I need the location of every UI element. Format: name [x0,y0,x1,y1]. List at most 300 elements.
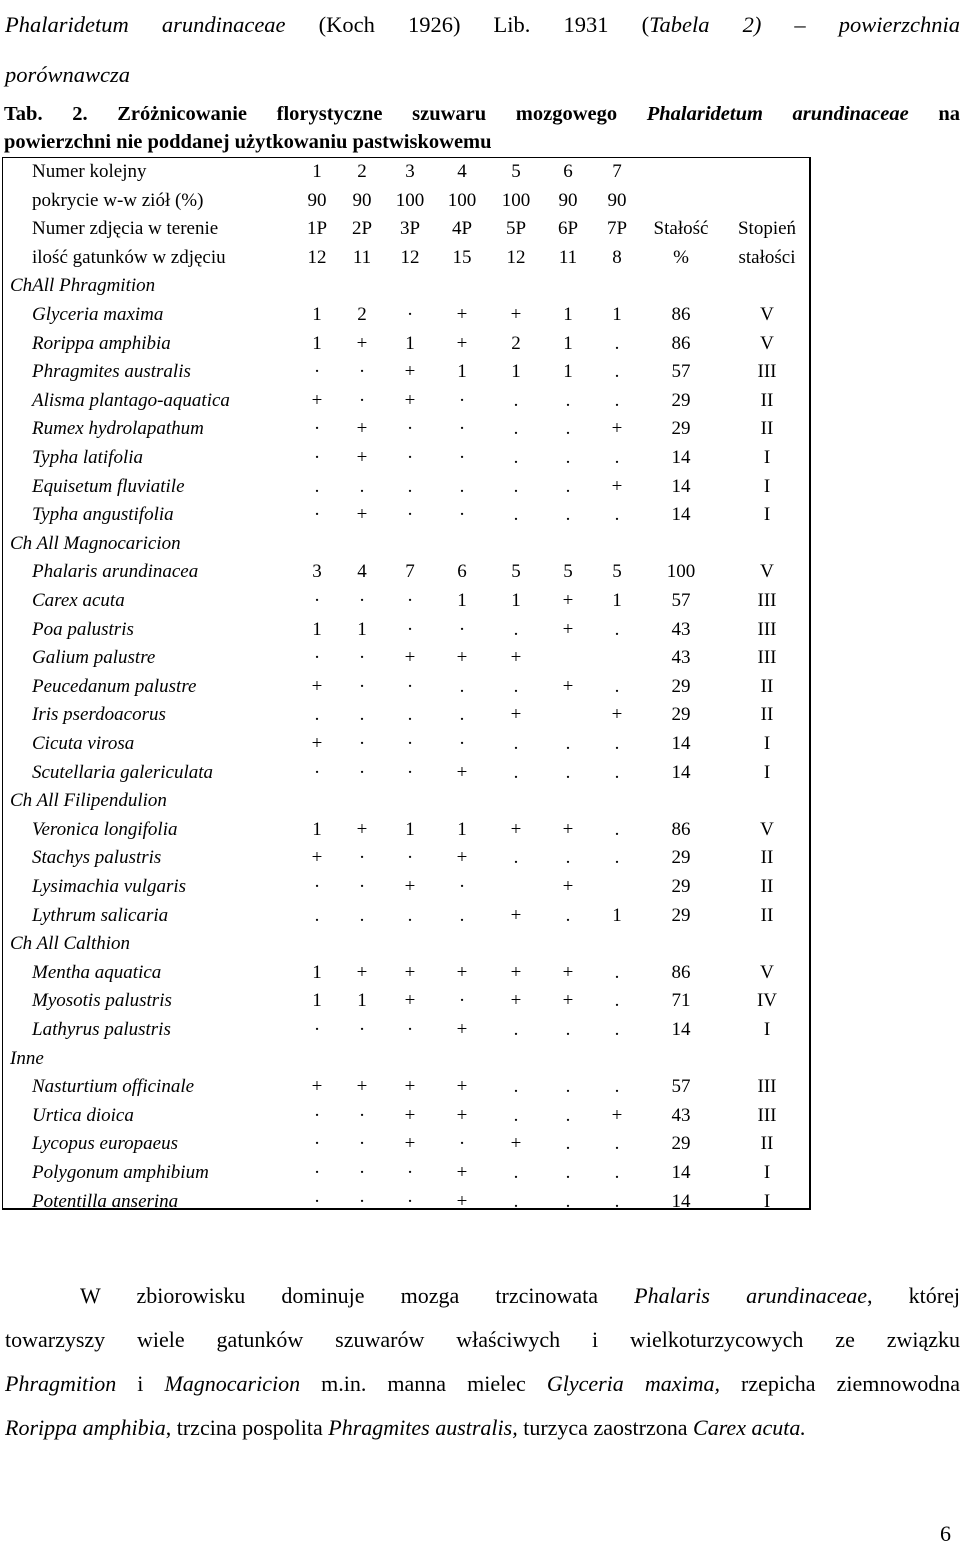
releve-cell-1: . [314,904,320,926]
releve-cell-4: 1 [457,818,467,840]
releve-cell-1: · [313,647,321,669]
releve-cell-2: · [358,1190,366,1212]
releve-cell-3: · [406,618,414,640]
releve-cell-5: 2 [511,332,521,354]
species-row [3,558,809,586]
releve-cell-1: 12 [307,246,327,268]
releve-cell-3: + [404,961,416,983]
releve-cell-1: + [311,389,323,411]
releve-cell-7: . [614,1133,620,1155]
header-row-label: Numer zdjęcia w terenie [32,218,219,240]
releve-cell-6: . [565,847,571,869]
releve-cell-2: 2 [357,304,367,325]
releve-cell-6: . [565,1162,571,1183]
releve-cell-1: 1 [312,818,322,840]
releve-cell-3: . [407,904,413,926]
releve-cell-7: + [611,418,623,440]
releve-cell-6: + [562,961,574,983]
releve-cell-5: . [513,761,519,783]
releve-cell-5: . [513,504,519,526]
species-row-label: Stachys palustris [32,847,162,869]
releve-cell-3: + [404,647,416,669]
releve-cell-2: + [356,332,368,354]
releve-cell-5: 5P [505,218,527,240]
releve-cell-6: . [565,761,571,783]
species-row [3,501,809,529]
releve-cell-4: 6 [457,561,467,583]
species-row-label: Poa palustris [32,618,134,640]
releve-cell-6: . [565,1133,571,1155]
releve-cell-2: · [358,647,366,669]
releve-cell-4: . [459,675,465,697]
species-row-label: Urtica dioica [32,1104,134,1126]
constancy-degree-cell: stałości [738,246,796,268]
releve-cell-3: 12 [400,246,420,268]
releve-cell-3: · [406,304,414,325]
species-row [3,902,809,930]
species-row-label: Lathyrus palustris [32,1019,171,1040]
releve-cell-7: 8 [612,246,622,268]
releve-cell-7: 5 [612,561,622,583]
species-row [3,644,809,672]
releve-cell-3: · [406,847,414,869]
releve-cell-2: + [356,818,368,840]
species-row [3,1188,809,1216]
constancy-degree-cell: II [760,1133,774,1155]
header-row [3,244,809,272]
releve-cell-4: · [458,876,466,897]
species-name-text: Phragmites australis, [328,1415,518,1440]
table-caption [4,100,960,156]
constancy-percent-cell: 57 [671,361,691,383]
constancy-percent-cell: 14 [671,1190,691,1212]
releve-cell-7: . [614,675,620,697]
releve-cell-4: · [458,733,466,754]
releve-cell-6: 6 [563,161,573,182]
releve-cell-3: 1 [405,332,415,354]
releve-cell-3: · [406,1190,414,1212]
species-row [3,873,809,901]
constancy-degree-cell: V [760,304,774,325]
constancy-degree-cell: Stopień [737,218,797,240]
releve-cell-4: · [458,618,466,640]
releve-cell-6: . [565,1076,571,1098]
releve-cell-3: + [404,361,416,383]
species-row-label: Phalaris arundinacea [32,561,199,583]
species-row [3,616,809,644]
releve-cell-7: 1 [612,904,622,926]
releve-cell-4: · [458,418,466,440]
species-row [3,959,809,987]
releve-cell-6: . [565,475,571,497]
species-row [3,1130,809,1158]
constancy-percent-cell: 71 [671,990,691,1012]
species-row-label: Carex acuta [32,590,125,611]
releve-cell-6: . [565,904,571,926]
constancy-degree-cell: II [760,876,774,897]
releve-cell-1: 1 [312,304,322,325]
releve-cell-3: + [404,990,416,1012]
constancy-degree-cell: I [763,475,771,497]
releve-cell-5: 1 [511,590,521,611]
releve-cell-4: + [456,1019,468,1040]
releve-cell-3: · [406,675,414,697]
header-row-label: Numer kolejny [32,161,147,182]
releve-cell-4: 100 [447,189,477,211]
species-name-text: Glyceria maxima, [546,1371,720,1396]
constancy-percent-cell: 57 [671,590,691,611]
releve-cell-7: . [614,361,620,383]
releve-cell-6: . [565,1019,571,1040]
releve-cell-6: 1 [563,304,573,325]
releve-cell-4: · [458,1133,466,1155]
releve-cell-4: + [456,304,468,325]
releve-cell-6: 11 [558,246,578,268]
releve-cell-2: + [356,447,368,468]
releve-cell-1: + [311,1076,323,1098]
constancy-percent-cell: 29 [671,704,691,726]
releve-cell-5: + [510,647,522,669]
releve-cell-7: . [614,447,620,468]
species-row [3,1102,809,1130]
releve-cell-5: 12 [506,246,526,268]
group-name: ChAll Phragmition [10,275,156,297]
constancy-percent-cell: 29 [671,847,691,869]
releve-cell-2: · [358,847,366,869]
releve-cell-4: + [456,1076,468,1098]
releve-cell-4: . [459,904,465,926]
paragraph-text: towarzyszy wiele gatunków szuwarów właściwych i wielkoturzycowych ze związku [5,1327,960,1352]
species-name-text: Phragmition [5,1371,117,1396]
releve-cell-4: + [456,1104,468,1126]
releve-cell-4: 4 [457,161,467,182]
releve-cell-1: + [311,675,323,697]
releve-cell-6: + [562,618,574,640]
releve-cell-4: · [458,504,466,526]
constancy-degree-cell: I [763,733,771,754]
releve-cell-1: + [311,733,323,754]
species-row-label: Nasturtium officinale [32,1076,195,1098]
header-row-label: pokrycie w-w ziół (%) [32,189,204,211]
releve-cell-7: . [614,618,620,640]
releve-cell-5: + [510,1133,522,1155]
releve-cell-7: 1 [612,590,622,611]
header-row-label: ilość gatunków w zdjęciu [32,246,226,268]
releve-cell-3: . [407,704,413,726]
header-row [3,215,809,243]
heading-authors: (Koch 1926) Lib. 1931 ( [318,12,650,37]
releve-cell-7: 1 [612,304,622,325]
releve-cell-2: · [358,361,366,383]
releve-cell-5: + [510,904,522,926]
constancy-degree-cell: I [763,504,771,526]
releve-cell-5: . [513,1162,519,1183]
species-row-label: Polygonum amphibium [32,1162,209,1183]
releve-cell-1: . [314,704,320,726]
releve-cell-4: + [456,761,468,783]
heading-line-1 [5,0,960,50]
constancy-degree-cell: V [760,818,774,840]
constancy-percent-cell: 29 [671,418,691,440]
releve-cell-6: + [562,590,574,611]
group-name: Ch All Filipendulion [10,790,167,812]
species-row [3,444,809,472]
table-caption-line-1: Tab. 2. Zróżnicowanie florystyczne szuwaru mozgowego Phalaridetum arundinaceae na [4,103,960,125]
species-row-label: Lycopus europaeus [32,1133,178,1155]
releve-cell-1: 1 [312,332,322,354]
floristic-table [2,157,811,1210]
releve-cell-1: + [311,847,323,869]
releve-cell-3: · [406,590,414,611]
releve-cell-5: 100 [501,189,531,211]
releve-cell-7: 7P [606,218,628,240]
releve-cell-1: 1 [312,618,322,640]
constancy-degree-cell: II [760,675,774,697]
species-row [3,844,809,872]
species-row [3,1073,809,1101]
releve-cell-5: . [513,475,519,497]
releve-cell-7: . [614,1019,620,1040]
constancy-percent-cell: 14 [671,761,691,783]
releve-cell-3: 3P [399,218,421,240]
releve-cell-2: . [359,704,365,726]
releve-cell-3: + [404,1133,416,1155]
releve-cell-1: · [313,1104,321,1126]
constancy-degree-cell: III [757,647,777,669]
releve-cell-3: · [406,733,414,754]
releve-cell-7: . [614,961,620,983]
species-row-label: Rorippa amphibia [32,332,171,354]
species-row-label: Cicuta virosa [32,733,135,754]
constancy-degree-cell: III [757,1104,777,1126]
species-row-label: Peucedanum palustre [32,675,197,697]
constancy-percent-cell: 14 [671,475,691,497]
releve-cell-1: · [313,361,321,383]
species-row-label: Phragmites australis [32,361,191,383]
releve-cell-5: . [513,1104,519,1126]
constancy-degree-cell: I [763,1019,771,1040]
heading-dash: – [794,12,806,37]
releve-cell-2: 2 [357,161,367,182]
releve-cell-2: + [356,961,368,983]
constancy-percent-cell: 86 [671,961,691,983]
releve-cell-4: 1 [457,590,467,611]
releve-cell-5: + [510,704,522,726]
constancy-degree-cell: III [757,1076,777,1098]
paragraph-text: i [116,1371,165,1396]
releve-cell-7: . [614,389,620,411]
constancy-degree-cell: II [760,904,774,926]
releve-cell-5: . [513,1019,519,1040]
species-row [3,473,809,501]
releve-cell-3: 100 [395,189,425,211]
releve-cell-4: 1 [457,361,467,383]
releve-cell-2: 2P [351,218,373,240]
species-row [3,330,809,358]
releve-cell-6: + [562,818,574,840]
releve-cell-3: · [406,447,414,468]
species-row-label: Potentilla anserina [32,1190,179,1212]
releve-cell-3: + [404,1104,416,1126]
species-row-label: Scutellaria galericulata [32,761,214,783]
releve-cell-3: + [404,389,416,411]
species-name-text: Phalaris arundinaceae [634,1283,868,1308]
constancy-degree-cell: V [760,561,774,583]
species-row-label: Typha angustifolia [32,504,174,526]
species-name-text: Carex acuta. [693,1415,806,1440]
constancy-degree-cell: I [763,1162,771,1183]
releve-cell-4: + [456,1190,468,1212]
header-row [3,158,809,186]
constancy-degree-cell: III [757,618,777,640]
releve-cell-1: . [314,475,320,497]
releve-cell-4: . [459,704,465,726]
species-name-text: Rorippa amphibia [5,1415,166,1440]
constancy-degree-cell: IV [756,990,778,1012]
paragraph-text: rzepicha ziemnowodna [719,1371,960,1396]
releve-cell-6: 6P [557,218,579,240]
releve-cell-5: . [513,418,519,440]
releve-cell-4: 4P [451,218,473,240]
releve-cell-6: 5 [563,561,573,583]
releve-cell-6: . [565,447,571,468]
releve-cell-2: · [358,1019,366,1040]
constancy-degree-cell: I [763,761,771,783]
releve-cell-5: 5 [511,561,521,583]
releve-cell-2: . [359,904,365,926]
species-row [3,701,809,729]
releve-cell-2: + [356,504,368,526]
releve-cell-3: 7 [405,561,415,583]
heading-line-2-text: porównawcza [5,62,131,87]
releve-cell-2: . [359,475,365,497]
releve-cell-1: · [313,1133,321,1155]
releve-cell-1: · [313,876,321,897]
releve-cell-2: · [358,1133,366,1155]
species-row [3,387,809,415]
paragraph-line [5,1362,960,1406]
releve-cell-4: · [458,389,466,411]
species-row [3,759,809,787]
releve-cell-3: . [407,475,413,497]
releve-cell-2: 4 [357,561,367,583]
paragraph-line [5,1406,960,1450]
constancy-percent-cell: 29 [671,1133,691,1155]
species-row-label: Alisma plantago-aquatica [32,389,230,411]
releve-cell-4: + [456,961,468,983]
releve-cell-1: · [313,761,321,783]
constancy-percent-cell: 43 [671,1104,691,1126]
paragraph-text: W zbiorowisku dominuje mozga trzcinowata [80,1283,635,1308]
releve-cell-5: . [513,389,519,411]
species-row [3,301,809,329]
species-row [3,358,809,386]
species-row [3,730,809,758]
group-name: Ch All Magnocaricion [10,532,181,554]
releve-cell-7: . [614,761,620,783]
releve-cell-3: 1 [405,818,415,840]
species-row-label: Typha latifolia [32,447,144,468]
releve-cell-7: . [614,733,620,754]
constancy-degree-cell: II [760,418,774,440]
releve-cell-5: . [513,847,519,869]
species-row-label: Lysimachia vulgaris [32,876,187,897]
species-row [3,415,809,443]
releve-cell-1: · [313,504,321,526]
constancy-percent-cell: % [673,246,689,268]
constancy-percent-cell: 14 [671,504,691,526]
species-name-text: Magnocaricion [164,1371,301,1396]
releve-cell-5: . [513,675,519,697]
releve-cell-6: 90 [558,189,578,211]
constancy-percent-cell: 14 [671,733,691,754]
header-row [3,187,809,215]
releve-cell-1: · [313,447,321,468]
releve-cell-1: · [313,590,321,611]
releve-cell-5: . [513,733,519,754]
releve-cell-5: . [513,447,519,468]
releve-cell-2: · [358,590,366,611]
releve-cell-1: 1 [312,161,322,182]
species-row-label: Rumex hydrolapathum [32,418,204,440]
species-row [3,1159,809,1187]
releve-cell-2: · [358,761,366,783]
releve-cell-7: . [614,990,620,1012]
releve-cell-7: . [614,1162,620,1183]
releve-cell-1: 90 [307,189,327,211]
releve-cell-2: · [358,876,366,897]
paragraph-line [5,1274,960,1318]
constancy-percent-cell: 14 [671,1162,691,1183]
releve-cell-6: . [565,733,571,754]
constancy-percent-cell: 86 [671,818,691,840]
heading-line-2 [5,50,960,100]
releve-cell-1: · [313,1190,321,1212]
releve-cell-2: · [358,389,366,411]
releve-cell-5: . [513,1076,519,1098]
releve-cell-7: + [611,1104,623,1126]
constancy-percent-cell: 29 [671,389,691,411]
releve-cell-7: + [611,475,623,497]
releve-cell-1: 1 [312,990,322,1012]
releve-cell-5: + [510,818,522,840]
releve-cell-2: · [358,1104,366,1126]
constancy-percent-cell: 86 [671,304,691,325]
releve-cell-1: 1 [312,961,322,983]
constancy-degree-cell: II [760,847,774,869]
releve-cell-2: · [358,675,366,697]
heading-area: powierzchnia [838,12,960,37]
releve-cell-4: + [456,647,468,669]
species-row-label: Veronica longifolia [32,818,178,840]
species-row [3,987,809,1015]
constancy-degree-cell: II [760,389,774,411]
releve-cell-2: 90 [352,189,372,211]
species-row-label: Glyceria maxima [32,304,164,325]
releve-cell-2: 11 [352,246,372,268]
releve-cell-7: . [614,1190,620,1212]
releve-cell-7: . [614,504,620,526]
releve-cell-6: 1 [563,361,573,383]
releve-cell-6: + [562,990,574,1012]
heading-table-ref: Tabela 2) [649,12,762,37]
constancy-degree-cell: I [763,447,771,468]
paragraph-text: m.in. manna mielec [300,1371,547,1396]
releve-cell-3: · [406,504,414,526]
releve-cell-7: + [611,704,623,726]
species-row [3,673,809,701]
releve-cell-4: . [459,475,465,497]
